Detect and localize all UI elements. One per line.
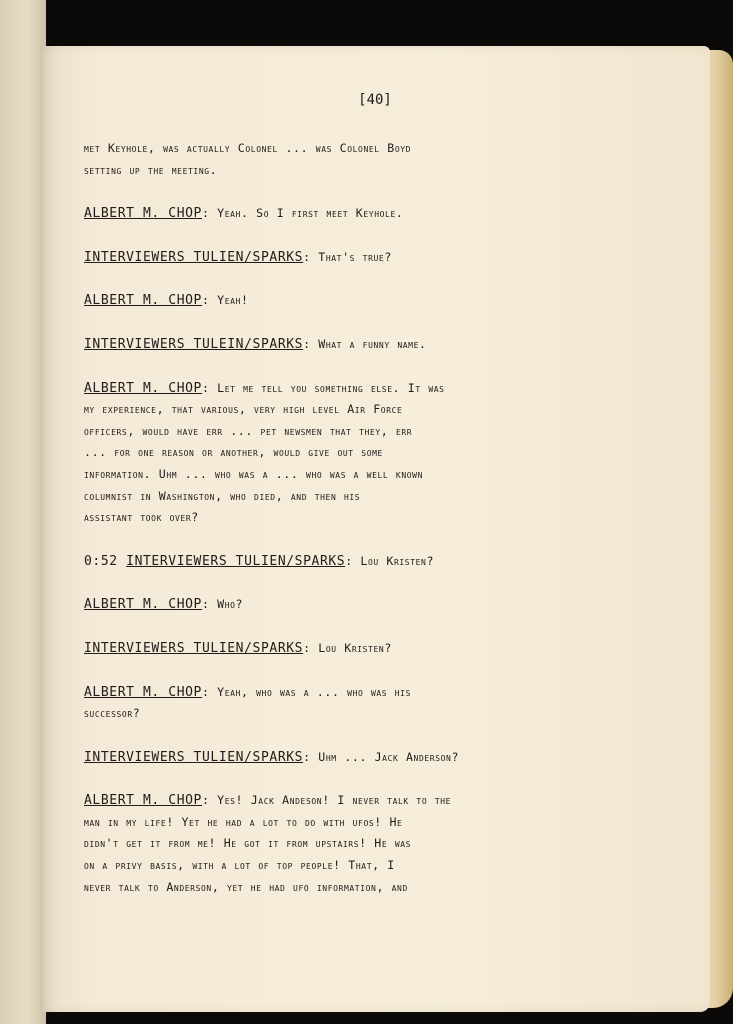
speaker-name: ALBERT M. CHOP bbox=[84, 293, 202, 309]
speaker-name: ALBERT M. CHOP bbox=[84, 380, 202, 396]
transcript-body bbox=[84, 138, 584, 920]
page-number: [40] bbox=[358, 92, 392, 108]
speaker-name: INTERVIEWERS TULIEN/SPARKS bbox=[84, 249, 304, 265]
speaker-name: ALBERT M. CHOP bbox=[84, 793, 202, 809]
speaker-name: INTERVIEWERS TULIEN/SPARKS bbox=[84, 749, 304, 765]
speaker-name: ALBERT M. CHOP bbox=[84, 206, 202, 222]
paragraph-text: : Yeah! bbox=[201, 293, 249, 308]
paragraph-6 bbox=[84, 378, 584, 529]
paragraph-2 bbox=[84, 203, 584, 225]
paragraph-text: met Keyhole, was actually Colonel ... was Colonel Boyd setting up the meeting. bbox=[84, 141, 412, 177]
timestamp: 0:52 bbox=[84, 553, 127, 569]
paragraph-text: : Uhm ... Jack Anderson? bbox=[303, 749, 460, 764]
paragraph-text: : Lou Kristen? bbox=[345, 553, 435, 568]
paragraph-text: : Yes! Jack Andeson! I never talk to the man in my life! Yet he had a lot to do with ufos! He didn't get it from me! He got it from upstairs! He was on a privy basis, with a lot of top people! That, I never talk to Anderson, yet he had ufo information, and bbox=[84, 793, 452, 894]
speaker-name: INTERVIEWERS TULEIN/SPARKS bbox=[84, 336, 304, 352]
paragraph-text: : What a funny name. bbox=[303, 336, 427, 351]
paragraph-4 bbox=[84, 290, 584, 312]
speaker-name: INTERVIEWERS TULIEN/SPARKS bbox=[126, 553, 346, 569]
paragraph-1 bbox=[84, 138, 584, 181]
speaker-name: ALBERT M. CHOP bbox=[84, 597, 202, 613]
document-page bbox=[40, 46, 710, 1012]
paragraph-12 bbox=[84, 790, 584, 898]
paragraph-8 bbox=[84, 594, 584, 616]
paragraph-11 bbox=[84, 747, 584, 769]
paragraph-text: : Yeah. So I first meet Keyhole. bbox=[201, 206, 404, 221]
paragraph-text: : Yeah, who was a ... who was his successor? bbox=[84, 684, 412, 721]
speaker-name: ALBERT M. CHOP bbox=[84, 684, 202, 700]
paragraph-text: : That's true? bbox=[303, 249, 392, 264]
paragraph-9 bbox=[84, 638, 584, 660]
paragraph-7 bbox=[84, 551, 584, 573]
paragraph-text: : Who? bbox=[201, 597, 244, 612]
speaker-name: INTERVIEWERS TULIEN/SPARKS bbox=[84, 640, 304, 656]
paragraph-3 bbox=[84, 247, 584, 269]
paragraph-text: : Let me tell you something else. It was my experience, that various, very high level Air Force officers, would have err ... pet newsmen that they, err ... for one reason or another, would give out some information. Uhm ... who was a ... who was a well known columnist in Washington, who died, and then his assistant took over? bbox=[84, 380, 445, 525]
paragraph-10 bbox=[84, 682, 584, 725]
paragraph-text: : Lou Kristen? bbox=[303, 640, 392, 655]
paragraph-5 bbox=[84, 334, 584, 356]
